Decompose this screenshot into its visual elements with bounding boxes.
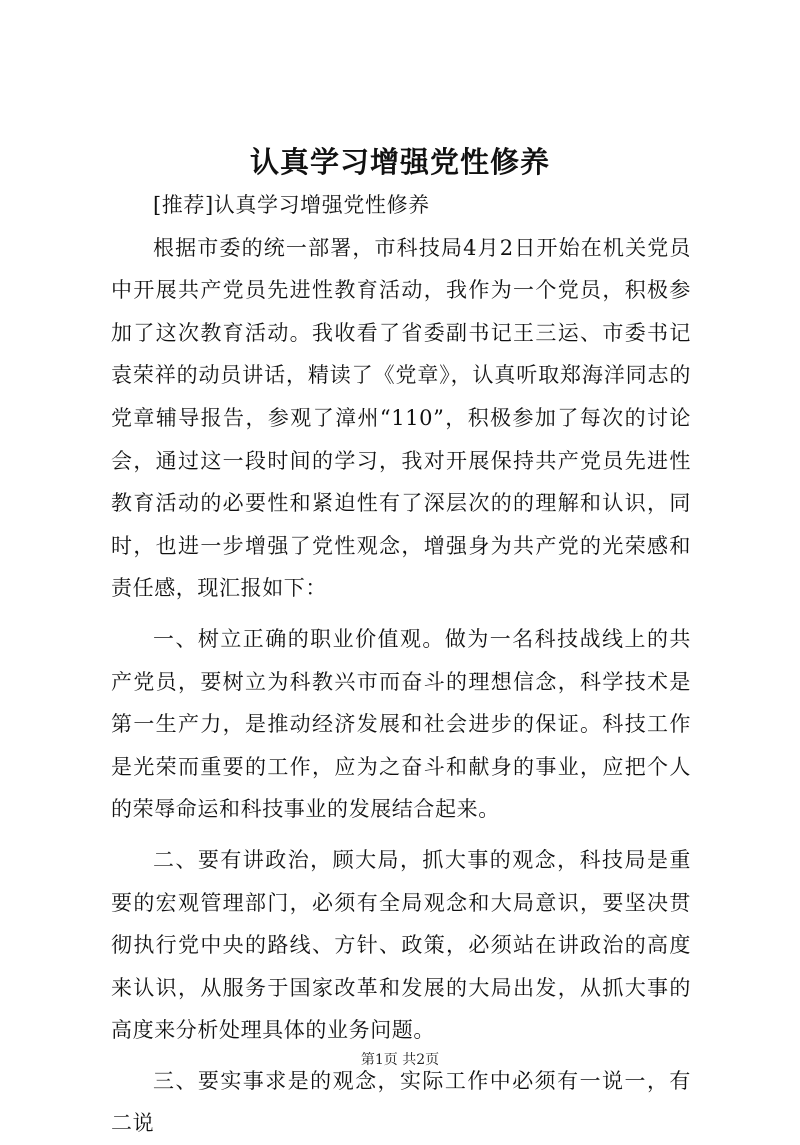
document-body xyxy=(111,184,691,1145)
page-footer: 第1页 共2页 xyxy=(360,1052,440,1068)
paragraph-section-1: 一、树立正确的职业价值观。做为一名科技战线上的共产党员，要树立为科教兴市而奋斗的理想信念，科学技术是第一生产力，是推动经济发展和社会进步的保证。科技工作是光荣而重要的工作，应为之奋斗和献身的事业，应把个人的荣辱命运和科技事业的发展结合起来。 xyxy=(111,626,691,822)
paragraph-section-3: 三、要实事求是的观念，实际工作中必须有一说一，有二说 xyxy=(111,1068,691,1136)
document-title: 认真学习增强党性修养 xyxy=(249,145,550,179)
paragraph-intro: 根据市委的统一部署，市科技局4月2日开始在机关党员中开展共产党员先进性教育活动，我作为一个党员，积极参加了这次教育活动。我收看了省委副书记王三运、市委书记袁荣祥的动员讲话，精读了《党章》，认真听取郑海洋同志的党章辅导报告，参观了漳州“110”，积极参加了每次的讨论会，通过这一段时间的学习，我对开展保持共产党员先进性教育活动的必要性和紧迫性有了深层次的的理解和认识，同时，也进一步增强了党性观念，增强身为共产党的光荣感和责任感，现汇报如下： xyxy=(111,235,691,601)
paragraph-section-2: 二、要有讲政治，顾大局，抓大事的观念，科技局是重要的宏观管理部门，必须有全局观念和大局意识，要坚决贯彻执行党中央的路线、方针、政策，必须站在讲政治的高度来认识，从服务于国家改革和发展的大局出发，从抓大事的高度来分析处理具体的业务问题。 xyxy=(111,847,691,1043)
subtitle-line: [推荐]认真学习增强党性修养 xyxy=(153,193,430,217)
